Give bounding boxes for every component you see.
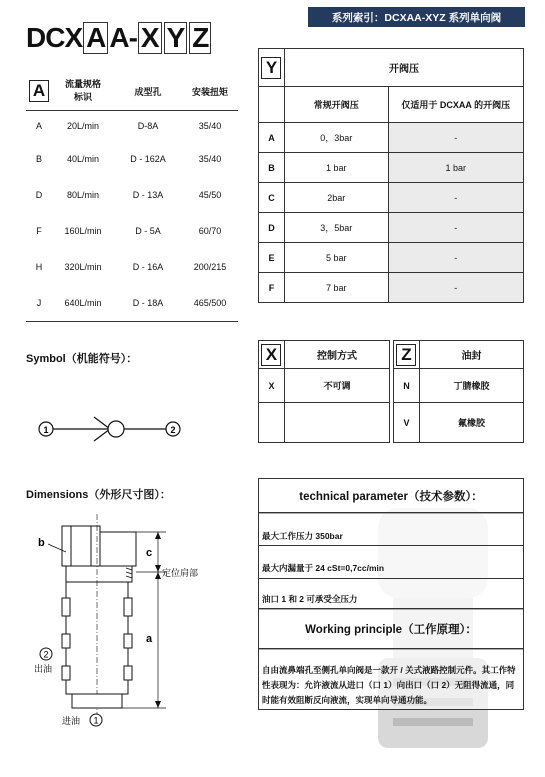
opening-pressure-dcxaa: 1 bar — [388, 153, 523, 183]
flow-spec-code: H — [35, 262, 43, 272]
flow-spec-code: B — [35, 154, 42, 164]
key-x: X — [261, 344, 281, 366]
flow-spec-flow: 160L/min — [64, 226, 102, 236]
opening-pressure-row — [259, 123, 524, 153]
flow-spec-header — [26, 72, 238, 111]
opening-pressure-row — [259, 273, 524, 303]
opening-pressure-row — [259, 243, 524, 273]
tech-line: 最大工作压力 350bar — [262, 531, 343, 541]
flow-spec-row — [26, 213, 238, 249]
opening-pressure-dcxaa: - — [388, 273, 523, 303]
flow-spec-row — [26, 141, 238, 177]
flow-spec-code: D — [35, 190, 43, 200]
flow-spec-row — [26, 177, 238, 213]
flow-spec-cavity: D - 18A — [132, 298, 164, 308]
col-torque: 安装扭矩 — [191, 86, 228, 97]
symbol-port-2: 2 — [170, 425, 176, 435]
opening-pressure-normal: 5 bar — [284, 243, 388, 273]
flow-spec-cavity: D - 13A — [132, 190, 164, 200]
flow-spec-code: J — [36, 298, 42, 308]
flow-spec-code: F — [36, 226, 42, 236]
control-mode-title: 控制方式 — [284, 341, 389, 369]
flow-spec-flow: 640L/min — [64, 298, 102, 308]
seal-code: N — [394, 369, 420, 403]
flow-spec-cavity: D-8A — [137, 121, 159, 131]
opening-pressure-table — [258, 48, 524, 303]
model-x-box: X — [138, 22, 162, 54]
seal-code: V — [394, 403, 420, 443]
flow-spec-cavity: D - 162A — [130, 154, 166, 164]
shoulder-label: 定位肩部 — [162, 568, 199, 578]
flow-spec-code: A — [35, 121, 42, 131]
seal-table — [393, 340, 524, 443]
technical-title: technical parameter（技术参数）： — [258, 478, 524, 514]
dim-port1-label: 进油 — [62, 716, 81, 726]
symbol-title: Symbol（机能符号）： — [26, 353, 138, 365]
model-code — [26, 20, 212, 56]
flow-spec-table — [26, 72, 238, 322]
opening-pressure-dcxaa: - — [388, 213, 523, 243]
symbol-port-1: 1 — [43, 425, 49, 435]
flow-spec-torque: 35/40 — [198, 121, 222, 131]
opening-pressure-dcxaa: - — [388, 123, 523, 153]
opening-pressure-dcxaa: - — [388, 183, 523, 213]
flow-spec-cavity: D - 5A — [135, 226, 161, 236]
dim-port2-label: 出油 — [34, 664, 53, 674]
dim-port2-num: 2 — [43, 649, 49, 660]
tech-line: 最大内漏量于 24 cSt=0,7cc/min — [262, 563, 385, 573]
flow-spec-torque: 465/500 — [193, 298, 227, 308]
dimensions-title: Dimensions（外形尺寸图）： — [26, 489, 171, 501]
col-normal-pressure: 常规开阀压 — [284, 87, 388, 123]
flow-spec-torque: 35/40 — [198, 154, 222, 164]
col-cavity: 成型孔 — [134, 86, 162, 97]
opening-pressure-normal: 2bar — [284, 183, 388, 213]
dim-b-label: b — [38, 537, 45, 549]
opening-pressure-normal: 0，3bar — [284, 123, 388, 153]
flow-spec-row — [26, 285, 238, 321]
key-y: Y — [261, 57, 281, 79]
dimension-drawing — [26, 514, 246, 734]
model-prefix: DCX — [26, 22, 83, 53]
opening-pressure-code: D — [259, 213, 285, 243]
control-code: X — [259, 369, 285, 403]
opening-pressure-code: B — [259, 153, 285, 183]
check-valve-symbol — [36, 408, 186, 448]
opening-pressure-row — [259, 153, 524, 183]
flow-spec-row — [26, 249, 238, 285]
seal-title: 油封 — [419, 341, 523, 369]
model-sep: A- — [109, 22, 137, 53]
working-principle-text: 自由流鼻端孔至侧孔单向阀是一款开 / 关式液路控制元件。其工作特性表现为：允许液流从进口（口 1）向出口（口 2）无阻得流通，同时能有效阻断反向液流，实现单向导通功能。 — [262, 665, 516, 705]
opening-pressure-code: F — [259, 273, 285, 303]
flow-spec-row — [26, 111, 238, 141]
opening-pressure-code: E — [259, 243, 285, 273]
opening-pressure-code: A — [259, 123, 285, 153]
control-desc: 不可调 — [284, 369, 389, 403]
opening-pressure-normal: 1 bar — [284, 153, 388, 183]
dim-a-label: a — [146, 633, 153, 645]
flow-spec-cavity: D - 16A — [132, 262, 164, 272]
dim-c-label: c — [146, 547, 153, 559]
flow-spec-flow: 40L/min — [66, 154, 100, 164]
control-mode-table — [258, 340, 390, 443]
working-principle-title: Working principle（工作原理）： — [258, 608, 524, 650]
model-y-box: Y — [164, 22, 188, 54]
opening-pressure-normal: 7 bar — [284, 273, 388, 303]
opening-pressure-title: 开阀压 — [284, 49, 523, 87]
opening-pressure-row — [259, 213, 524, 243]
opening-pressure-row — [259, 183, 524, 213]
tech-line: 油口 1 和 2 可承受全压力 — [262, 594, 358, 604]
seal-desc: 丁腈橡胶 — [419, 369, 523, 403]
col-flow: 流量规格 标识 — [64, 79, 101, 102]
model-a-box: A — [83, 22, 108, 54]
flow-spec-torque: 200/215 — [193, 262, 227, 272]
opening-pressure-dcxaa: - — [388, 243, 523, 273]
opening-pressure-normal: 3，5bar — [284, 213, 388, 243]
key-z: Z — [396, 344, 416, 366]
flow-spec-torque: 45/50 — [198, 190, 222, 200]
flow-spec-flow: 20L/min — [66, 121, 100, 131]
dim-port1-num: 1 — [93, 715, 99, 726]
col-dcxaa-pressure: 仅适用于 DCXAA 的开阀压 — [388, 87, 523, 123]
model-z-box: Z — [189, 22, 211, 54]
flow-spec-flow: 80L/min — [66, 190, 100, 200]
technical-section — [258, 478, 524, 768]
seal-desc: 氟橡胶 — [419, 403, 523, 443]
flow-spec-flow: 320L/min — [64, 262, 102, 272]
opening-pressure-code: C — [259, 183, 285, 213]
series-banner: 系列索引：DCXAA-XYZ 系列单向阀 — [308, 7, 525, 27]
key-a: A — [29, 80, 49, 102]
flow-spec-torque: 60/70 — [198, 226, 222, 236]
